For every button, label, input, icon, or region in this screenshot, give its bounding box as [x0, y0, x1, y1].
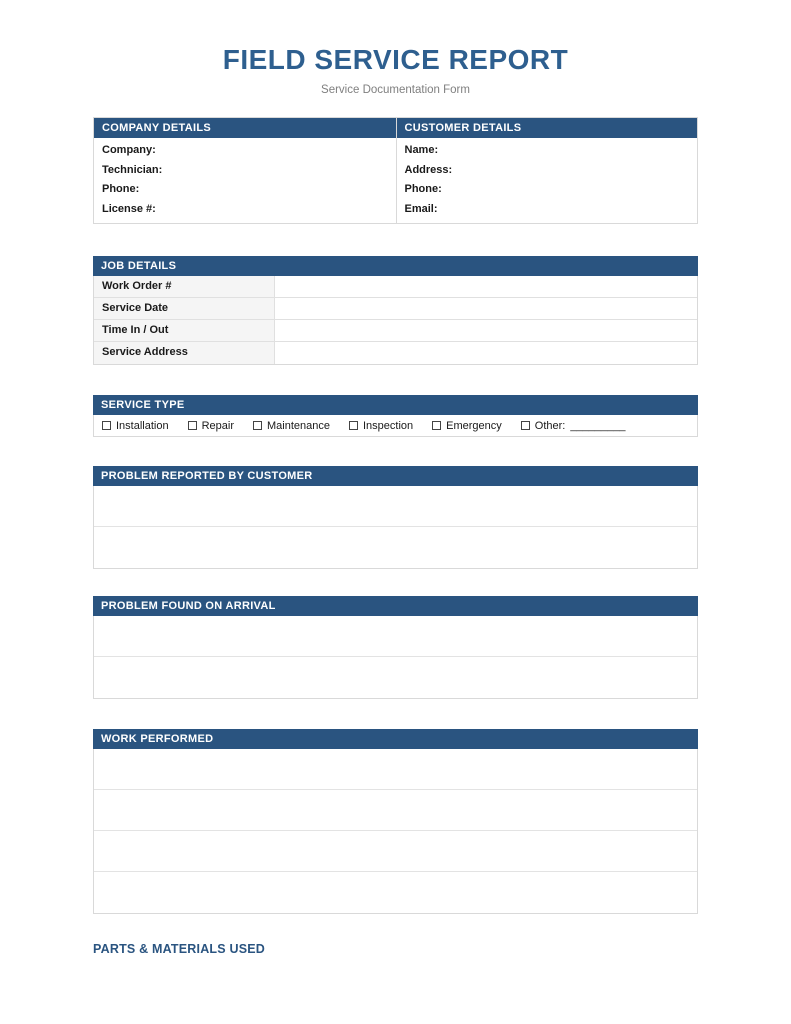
service-address-value-cell[interactable]	[275, 342, 697, 364]
parts-materials-heading: PARTS & MATERIALS USED	[93, 942, 265, 956]
blank-writing-line[interactable]	[94, 831, 697, 872]
problem-found-header: PROBLEM FOUND ON ARRIVAL	[93, 596, 698, 616]
work-performed-header: WORK PERFORMED	[93, 729, 698, 749]
customer-address-field-label[interactable]: Address:	[404, 163, 453, 176]
checkbox-icon[interactable]	[102, 421, 111, 430]
customer-email-field-label[interactable]: Email:	[404, 202, 438, 215]
company-details-column	[94, 118, 396, 223]
blank-writing-line[interactable]	[94, 872, 697, 913]
company-customer-table	[93, 117, 698, 224]
blank-writing-line[interactable]	[94, 790, 697, 831]
blank-writing-line[interactable]	[94, 486, 697, 527]
company-field-label[interactable]: Company:	[102, 144, 156, 156]
blank-writing-line[interactable]	[94, 657, 697, 698]
service-option-label: Installation	[116, 419, 169, 432]
job-details-section	[93, 256, 698, 365]
job-details-header: JOB DETAILS	[93, 256, 698, 276]
service-type-header: SERVICE TYPE	[93, 395, 698, 415]
problem-found-section	[93, 596, 698, 699]
checkbox-icon[interactable]	[188, 421, 197, 430]
service-option-installation[interactable]	[102, 420, 169, 432]
table-row	[94, 342, 697, 364]
work-performed-section	[93, 729, 698, 914]
service-option-label: Repair	[201, 419, 234, 432]
time-in-out-value-cell[interactable]	[275, 320, 697, 341]
service-option-repair[interactable]	[188, 420, 234, 432]
customer-phone-field-label[interactable]: Phone:	[404, 183, 442, 195]
other-blank-line[interactable]: _________	[570, 419, 626, 432]
service-option-inspection[interactable]	[349, 420, 413, 432]
problem-reported-section	[93, 466, 698, 569]
blank-writing-line[interactable]	[94, 749, 697, 790]
service-date-value-cell[interactable]	[275, 298, 697, 319]
page-subtitle: Service Documentation Form	[321, 84, 470, 96]
customer-name-field-label[interactable]: Name:	[404, 144, 439, 156]
checkbox-icon[interactable]	[521, 421, 530, 430]
work-order-value-cell[interactable]	[275, 276, 697, 297]
page-title: FIELD SERVICE REPORT	[222, 44, 569, 75]
service-address-label: Service Address	[94, 342, 275, 364]
service-type-section	[93, 395, 698, 437]
time-in-out-label: Time In / Out	[94, 320, 275, 341]
service-date-label: Service Date	[94, 298, 275, 319]
table-row	[94, 298, 697, 320]
service-option-maintenance[interactable]	[253, 420, 330, 432]
service-option-other[interactable]	[521, 420, 626, 432]
service-option-label: Inspection	[363, 419, 414, 432]
blank-writing-line[interactable]	[94, 616, 697, 657]
company-details-header: COMPANY DETAILS	[94, 118, 396, 138]
checkbox-icon[interactable]	[349, 421, 358, 430]
service-option-label: Maintenance	[267, 419, 330, 432]
customer-details-column	[396, 118, 698, 223]
field-service-report-document	[93, 0, 698, 956]
checkbox-icon[interactable]	[432, 421, 441, 430]
company-phone-field-label[interactable]: Phone:	[102, 183, 140, 195]
blank-writing-line[interactable]	[94, 527, 697, 568]
table-row	[94, 276, 697, 298]
work-order-label: Work Order #	[94, 276, 275, 297]
checkbox-icon[interactable]	[253, 421, 262, 430]
table-row	[94, 320, 697, 342]
license-field-label[interactable]: License #:	[102, 202, 156, 215]
service-option-label: Other:	[534, 419, 566, 432]
customer-details-header: CUSTOMER DETAILS	[397, 118, 698, 138]
problem-reported-header: PROBLEM REPORTED BY CUSTOMER	[93, 466, 698, 486]
service-option-emergency[interactable]	[432, 420, 502, 432]
service-option-label: Emergency	[446, 419, 502, 432]
technician-field-label[interactable]: Technician:	[102, 163, 163, 176]
